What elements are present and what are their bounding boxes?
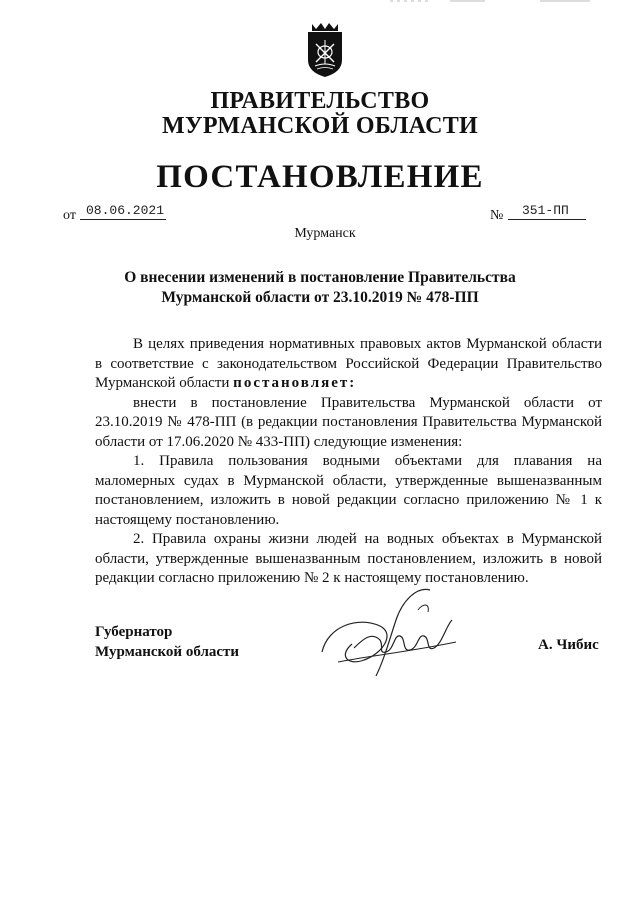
number-underline — [508, 219, 586, 220]
signatory-title — [95, 622, 239, 662]
scan-edge-marks — [390, 0, 640, 4]
date-underline — [80, 219, 166, 220]
resolves-word: постановляет: — [233, 375, 357, 391]
city-name: Мурманск — [294, 226, 356, 241]
body-paragraph-item1: 1. Правила пользования водными объектами для плавания на маломерных судах в Мурманской области, утвержденные вышеназванным постановлением, изложить в новой редакции согласно приложению № 1 к настоящему постановлению. — [95, 453, 602, 528]
signatory-title-line1: Губернатор — [95, 624, 173, 640]
subject-line2: Мурманской области от 23.10.2019 № 478-ПП — [161, 289, 479, 306]
org-title-line1: ПРАВИТЕЛЬСТВО — [210, 88, 430, 114]
document-date: 08.06.2021 — [86, 203, 165, 218]
date-prefix: от — [63, 208, 76, 223]
document-number: 351-ПП — [522, 203, 569, 218]
signatory-name: А. Чибис — [538, 637, 599, 653]
document-type: ПОСТАНОВЛЕНИЕ — [156, 159, 484, 195]
signatory-title-line2: Мурманской области — [95, 644, 240, 660]
body-paragraph-preamble — [95, 335, 602, 394]
document-body — [95, 335, 602, 589]
body-paragraph-item2: 2. Правила охраны жизни людей на водных объектах в Мурманской области, утвержденные вышеназванным постановлением, изложить в новой редакции согласно приложению № 2 к настоящему постановлению. — [95, 531, 602, 586]
preamble-text: В целях приведения нормативных правовых актов Мурманской области в соответствие с законодательством Российской Федерации Правительство Мурманской области — [95, 336, 602, 391]
body-paragraph-intro: внести в постановление Правительства Мурманской области от 23.10.2019 № 478-ПП (в редакции постановления Правительства Мурманской области от 17.06.2020 № 433-ПП) следующие изменения: — [95, 394, 602, 450]
coat-of-arms-icon — [304, 18, 346, 78]
org-title-line2: МУРМАНСКОЙ ОБЛАСТИ — [162, 113, 478, 139]
subject-line1: О внесении изменений в постановление Правительства — [124, 269, 516, 286]
document-subject — [0, 268, 640, 308]
number-prefix: № — [490, 208, 504, 223]
handwritten-signature — [318, 582, 468, 682]
